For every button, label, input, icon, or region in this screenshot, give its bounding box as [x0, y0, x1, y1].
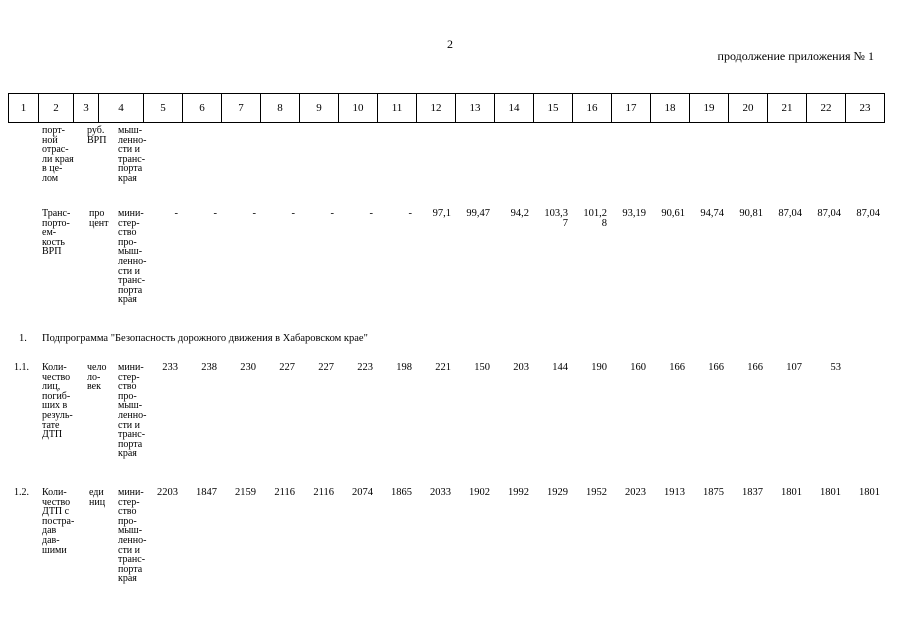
- value-cell: -: [408, 208, 412, 219]
- row-unit: руб. ВРП: [87, 125, 107, 146]
- value-cell: 1913: [664, 487, 685, 498]
- value-cell: 2203: [157, 487, 178, 498]
- value-cell: 90,81: [739, 208, 763, 219]
- value-cell: 1929: [547, 487, 568, 498]
- header-col: 23: [846, 94, 885, 123]
- value-cell: 1992: [508, 487, 529, 498]
- value-cell: 166: [747, 362, 763, 373]
- value-cell: 1952: [586, 487, 607, 498]
- row-unit: про цент: [89, 208, 109, 229]
- row-responsible: мини- стер- ство про- мыш- ленно- сти и транс- порта края: [118, 208, 147, 306]
- value-cell: 223: [357, 362, 373, 373]
- value-cell: 1902: [469, 487, 490, 498]
- header-col: 8: [261, 94, 300, 123]
- value-cell: 2116: [313, 487, 334, 498]
- value-cell: 90,61: [661, 208, 685, 219]
- value-cell: 166: [708, 362, 724, 373]
- value-cell: 198: [396, 362, 412, 373]
- value-cell: 103,3 7: [544, 208, 568, 229]
- header-col: 13: [456, 94, 495, 123]
- value-cell: 166: [669, 362, 685, 373]
- page-number: 2: [447, 37, 453, 51]
- value-cell: 1837: [742, 487, 763, 498]
- header-col: 21: [768, 94, 807, 123]
- header-col: 3: [74, 94, 99, 123]
- header-row: [9, 94, 885, 123]
- row-name: порт- ной отрас- ли края в це- лом: [42, 125, 74, 184]
- value-cell: 227: [318, 362, 334, 373]
- header-col: 12: [417, 94, 456, 123]
- value-cell: 190: [591, 362, 607, 373]
- row-responsible: мини- стер- ство про- мыш- ленно- сти и транс- порта края: [118, 487, 147, 585]
- header-col: 10: [339, 94, 378, 123]
- value-cell: 107: [786, 362, 802, 373]
- section-number: 1.: [19, 333, 27, 344]
- value-cell: 2033: [430, 487, 451, 498]
- value-cell: -: [291, 208, 295, 219]
- header-col: 1: [9, 94, 39, 123]
- value-cell: 93,19: [622, 208, 646, 219]
- value-cell: 1875: [703, 487, 724, 498]
- value-cell: 230: [240, 362, 256, 373]
- value-cell: 2074: [352, 487, 373, 498]
- value-cell: 1865: [391, 487, 412, 498]
- header-col: 5: [144, 94, 183, 123]
- header-col: 6: [183, 94, 222, 123]
- value-cell: 97,1: [432, 208, 451, 219]
- header-col: 19: [690, 94, 729, 123]
- value-cell: 2159: [235, 487, 256, 498]
- value-cell: -: [369, 208, 373, 219]
- value-cell: 87,04: [778, 208, 802, 219]
- value-cell: -: [213, 208, 217, 219]
- row-responsible: мини- стер- ство про- мыш- ленно- сти и транс- порта края: [118, 362, 147, 460]
- value-cell: 160: [630, 362, 646, 373]
- value-cell: 2116: [274, 487, 295, 498]
- continuation-note: продолжение приложения № 1: [717, 49, 874, 63]
- row-unit: чело ло- век: [87, 362, 107, 393]
- value-cell: 1801: [781, 487, 802, 498]
- header-col: 14: [495, 94, 534, 123]
- value-cell: -: [174, 208, 178, 219]
- row-unit: еди ниц: [89, 487, 106, 508]
- header-col: 20: [729, 94, 768, 123]
- row-name: Коли- чество лиц, погиб- ших в резуль- тате ДТП: [42, 362, 73, 441]
- header-col: 9: [300, 94, 339, 123]
- value-cell: -: [252, 208, 256, 219]
- value-cell: 99,47: [466, 208, 490, 219]
- header-col: 4: [99, 94, 144, 123]
- value-cell: 101,2 8: [583, 208, 607, 229]
- header-col: 7: [222, 94, 261, 123]
- value-cell: 94,74: [700, 208, 724, 219]
- header-col: 11: [378, 94, 417, 123]
- row-id: 1.1.: [14, 362, 29, 373]
- value-cell: 150: [474, 362, 490, 373]
- header-col: 18: [651, 94, 690, 123]
- value-cell: 1801: [820, 487, 841, 498]
- header-col: 2: [39, 94, 74, 123]
- row-id: 1.2.: [14, 487, 29, 498]
- header-col: 17: [612, 94, 651, 123]
- section-title: Подпрограмма "Безопасность дорожного движения в Хабаровском крае": [42, 333, 368, 344]
- row-responsible: мыш- ленно- сти и транс- порта края: [118, 125, 147, 184]
- value-cell: -: [330, 208, 334, 219]
- value-cell: 233: [162, 362, 178, 373]
- column-header-table: [8, 93, 885, 123]
- value-cell: 203: [513, 362, 529, 373]
- value-cell: 1847: [196, 487, 217, 498]
- row-name: Транс- порто- ем- кость ВРП: [42, 208, 71, 258]
- value-cell: 144: [552, 362, 568, 373]
- value-cell: 87,04: [856, 208, 880, 219]
- value-cell: 94,2: [510, 208, 529, 219]
- value-cell: 2023: [625, 487, 646, 498]
- value-cell: 1801: [859, 487, 880, 498]
- header-col: 16: [573, 94, 612, 123]
- value-cell: 87,04: [817, 208, 841, 219]
- header-col: 15: [534, 94, 573, 123]
- value-cell: 238: [201, 362, 217, 373]
- value-cell: 53: [830, 362, 841, 373]
- value-cell: 227: [279, 362, 295, 373]
- row-name: Коли- чество ДТП с постра- дав дав- шими: [42, 487, 75, 556]
- value-cell: 221: [435, 362, 451, 373]
- header-col: 22: [807, 94, 846, 123]
